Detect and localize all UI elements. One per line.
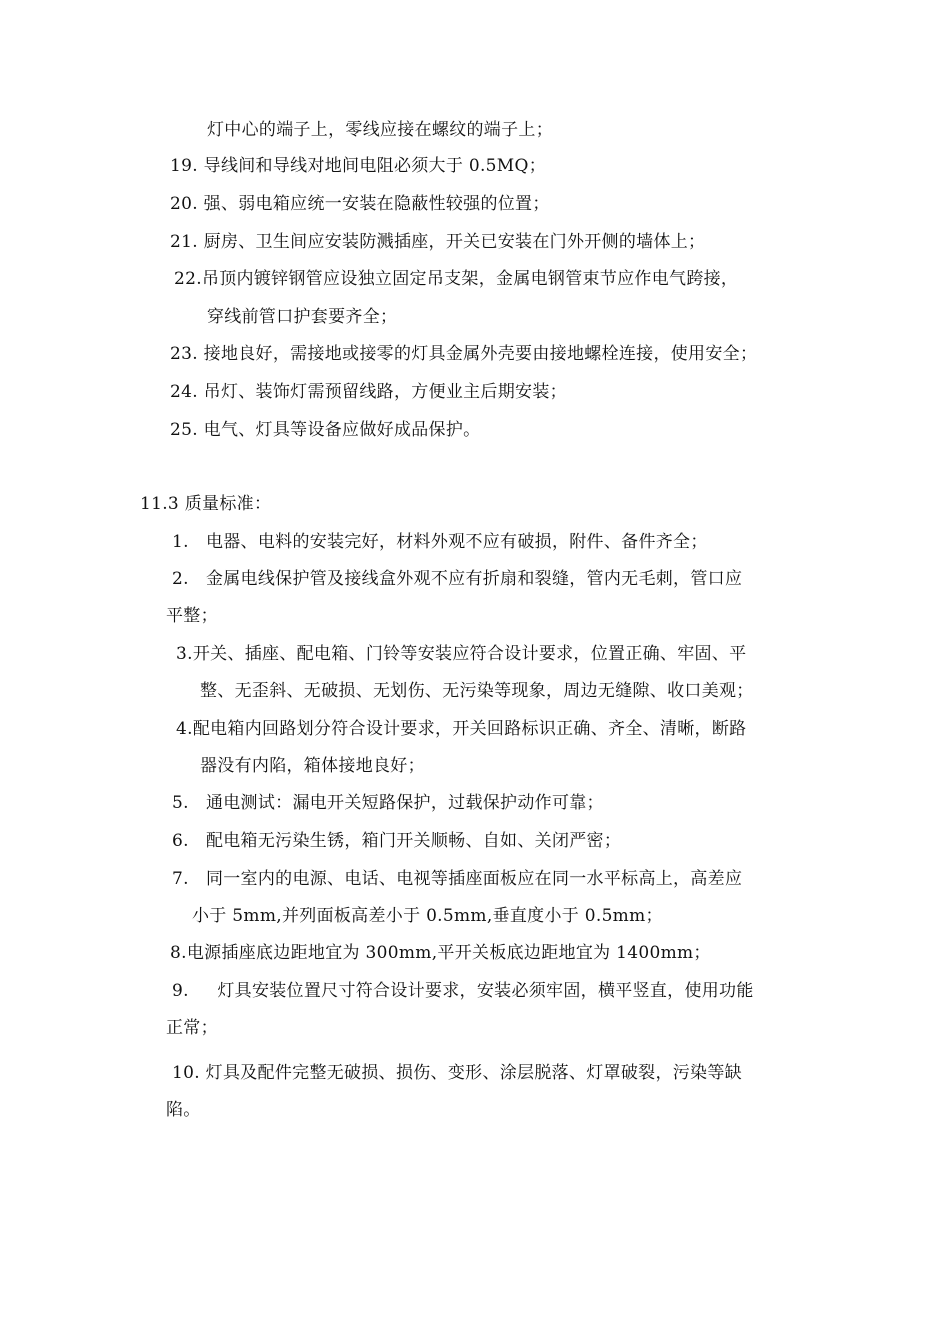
- requirement-number: 23.: [170, 344, 198, 364]
- intro-continuation-line: [207, 119, 553, 141]
- intro-continuation-text: 灯中心的端子上，零线应接在螺纹的端子上；: [207, 120, 553, 140]
- requirement-item-20: [170, 193, 550, 215]
- standard-number: 4.: [176, 719, 193, 739]
- requirement-number: 22.: [174, 269, 202, 289]
- requirement-continuation-text: 穿线前管口护套要齐全；: [207, 307, 398, 327]
- standard-continuation-text: 平整；: [166, 606, 218, 626]
- standard-text: 开关、插座、配电箱、门铃等安装应符合设计要求，位置正确、牢固、平: [192, 644, 747, 664]
- standard-item-7: [172, 868, 742, 890]
- standard-item-5: [172, 792, 604, 814]
- standard-continuation-text: 器没有内陷，箱体接地良好；: [200, 756, 425, 776]
- standard-number: 7.: [172, 869, 189, 889]
- standard-number: 10.: [172, 1063, 200, 1083]
- requirement-item-25: [170, 419, 480, 441]
- standard-item-10: [172, 1062, 742, 1084]
- requirement-text: 吊灯、装饰灯需预留线路，方便业主后期安装；: [203, 382, 567, 402]
- requirement-text: 吊顶内镀锌钢管应设独立固定吊支架，金属电钢管束节应作电气跨接，: [201, 269, 739, 289]
- standard-item-8: [170, 942, 711, 964]
- standard-continuation-text: 整、无歪斜、无破损、无划伤、无污染等现象，周边无缝隙、收口美观；: [200, 681, 754, 701]
- requirement-number: 20.: [170, 194, 198, 214]
- standard-number: 6.: [172, 831, 189, 851]
- standard-number: 1.: [172, 532, 189, 552]
- standard-item-10-continuation: [166, 1099, 201, 1121]
- requirement-text: 电气、灯具等设备应做好成品保护。: [203, 420, 481, 440]
- standard-text: 配电箱无污染生锈，箱门开关顺畅、自如、关闭严密；: [205, 831, 622, 851]
- standard-continuation-text: 正常；: [166, 1018, 218, 1038]
- standard-item-2-continuation: [166, 605, 218, 627]
- standard-continuation-text: 小于 5mm,并列面板高差小于 0.5mm,垂直度小于 0.5mm；: [192, 906, 663, 926]
- standard-number: 8.: [170, 943, 187, 963]
- standard-item-9-continuation: [166, 1017, 218, 1039]
- requirement-item-22-continuation: [207, 306, 397, 328]
- standard-text: 配电箱内回路划分符合设计要求，开关回路标识正确、齐全、清晰，断路: [192, 719, 747, 739]
- requirement-item-24: [170, 381, 567, 403]
- standard-text: 同一室内的电源、电话、电视等插座面板应在同一水平标高上，高差应: [205, 869, 743, 889]
- standard-text: 灯具安装位置尺寸符合设计要求，安装必须牢固，横平竖直，使用功能: [217, 981, 754, 1001]
- standard-text: 通电测试：漏电开关短路保护，过载保护动作可靠；: [205, 793, 604, 813]
- requirement-number: 19.: [170, 156, 198, 176]
- requirement-number: 24.: [170, 382, 198, 402]
- requirement-number: 25.: [170, 420, 198, 440]
- requirement-number: 21.: [170, 232, 198, 252]
- requirement-item-19: [170, 155, 546, 177]
- standard-item-4: [176, 718, 746, 740]
- standard-item-6: [172, 830, 621, 852]
- standard-text: 灯具及配件完整无破损、损伤、变形、涂层脱落、灯罩破裂，污染等缺: [205, 1063, 742, 1083]
- standard-item-1: [172, 531, 708, 553]
- standard-item-2: [172, 568, 742, 590]
- standard-item-9: [172, 980, 754, 1002]
- standard-number: 3.: [176, 644, 193, 664]
- standard-number: 5.: [172, 793, 189, 813]
- requirement-text: 强、弱电箱应统一安装在隐蔽性较强的位置；: [203, 194, 550, 214]
- section-heading: [140, 493, 271, 515]
- standard-item-3-continuation: [200, 680, 754, 702]
- requirement-text: 接地良好，需接地或接零的灯具金属外壳要由接地螺栓连接，使用安全；: [203, 344, 758, 364]
- requirement-text: 导线间和导线对地间电阻必须大于 0.5MQ；: [203, 156, 547, 176]
- section-heading-text: 11.3 质量标准：: [140, 494, 272, 514]
- standard-number: 2.: [172, 569, 189, 589]
- standard-item-3: [176, 643, 746, 665]
- requirement-item-22: [174, 268, 738, 290]
- standard-number: 9.: [172, 981, 189, 1001]
- requirement-item-23: [170, 343, 757, 365]
- standard-text: 金属电线保护管及接线盒外观不应有折扇和裂缝，管内无毛刺，管口应: [205, 569, 743, 589]
- standard-continuation-text: 陷。: [166, 1100, 201, 1120]
- standard-item-7-continuation: [192, 905, 663, 927]
- standard-text: 电器、电料的安装完好，材料外观不应有破损，附件、备件齐全；: [205, 532, 708, 552]
- requirement-item-21: [170, 231, 705, 253]
- standard-item-4-continuation: [200, 755, 425, 777]
- requirement-text: 厨房、卫生间应安装防溅插座，开关已安装在门外开侧的墙体上；: [203, 232, 706, 252]
- standard-text: 电源插座底边距地宜为 300mm,平开关板底边距地宜为 1400mm；: [186, 943, 711, 963]
